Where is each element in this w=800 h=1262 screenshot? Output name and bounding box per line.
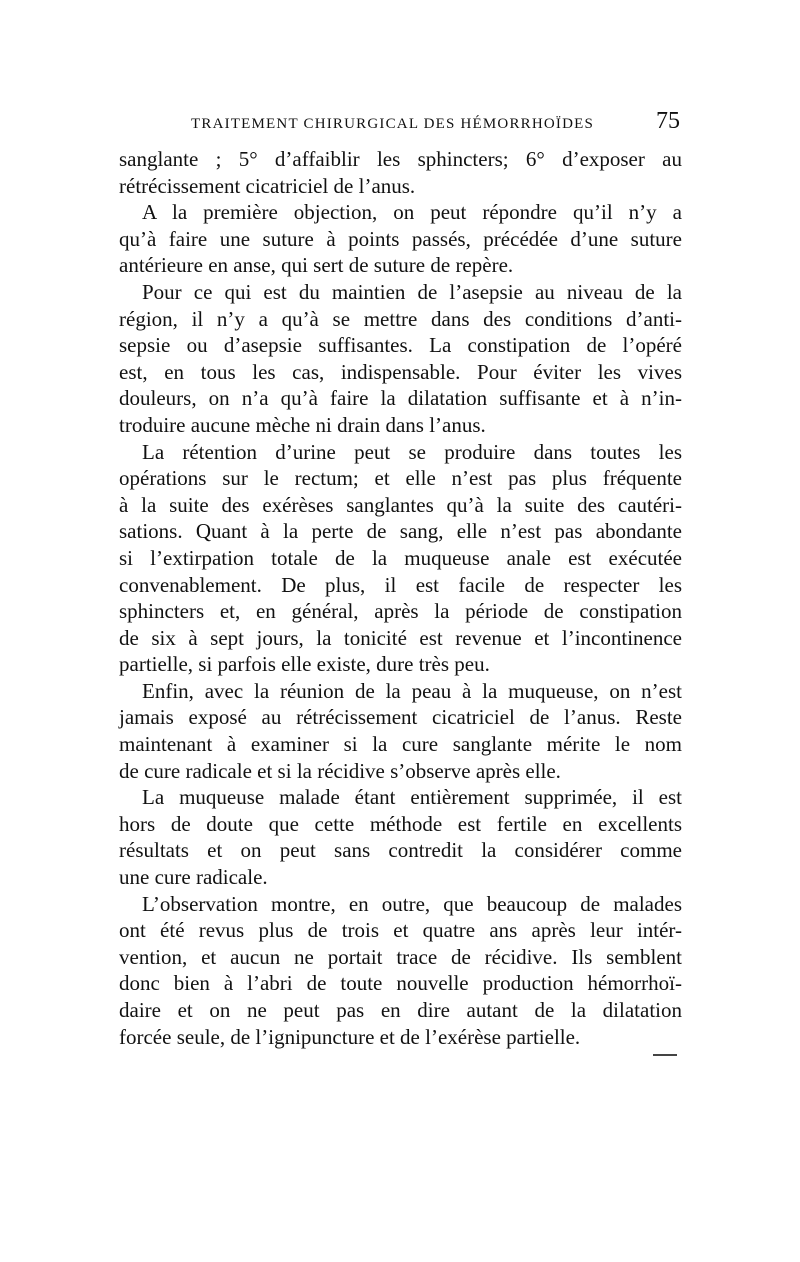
text-line: qu’à faire une suture à points passés, précédée d’une suture — [119, 226, 682, 251]
text-line: A la première objection, on peut répondre qu’il n’y a — [142, 200, 682, 225]
text-line: rétrécissement cicatriciel de l’anus. — [119, 173, 416, 198]
text-line: L’observation montre, en outre, que beaucoup de malades — [142, 891, 682, 916]
text-line: sanglante ; 5° d’affaiblir les sphincters; 6° d’exposer au — [119, 147, 682, 171]
end-mark — [653, 1054, 677, 1056]
page-number: 75 — [656, 108, 680, 134]
text-line: forcée seule, de l’ignipuncture et de l’exérèse partielle. — [119, 1024, 581, 1049]
text-line: jamais exposé au rétrécissement cicatriciel de l’anus. Reste — [119, 705, 682, 730]
text-line: antérieure en anse, qui sert de suture de repère. — [119, 253, 514, 278]
running-header — [119, 108, 682, 142]
text-line: Pour ce qui est du maintien de l’asepsie au niveau de la — [142, 279, 682, 304]
text-line: région, il n’y a qu’à se mettre dans des conditions d’anti- — [119, 306, 682, 331]
text-line: La muqueuse malade étant entièrement supprimée, il est — [142, 785, 682, 810]
text-line: si l’extirpation totale de la muqueuse anale est exécutée — [119, 545, 682, 570]
body-text — [119, 146, 682, 1050]
text-line: sations. Quant à la perte de sang, elle n’est pas abondante — [119, 519, 682, 544]
text-line: est, en tous les cas, indispensable. Pour éviter les vives — [119, 359, 682, 384]
text-line: résultats et on peut sans contredit la considérer comme — [119, 838, 682, 863]
text-line: ont été revus plus de trois et quatre ans après leur intér- — [119, 918, 682, 943]
text-line: douleurs, on n’a qu’à faire la dilatation suffisante et à n’in- — [119, 386, 682, 411]
text-line: à la suite des exérèses sanglantes qu’à la suite des cautéri- — [119, 492, 682, 517]
book-page — [119, 108, 682, 1050]
text-line: partielle, si parfois elle existe, dure très peu. — [119, 652, 490, 677]
text-line: troduire aucune mèche ni drain dans l’anus. — [119, 412, 486, 437]
text-line: donc bien à l’abri de toute nouvelle production hémorrhoï- — [119, 971, 682, 996]
text-line: hors de doute que cette méthode est fertile en excellents — [119, 811, 682, 836]
text-line: vention, et aucun ne portait trace de récidive. Ils semblent — [119, 944, 682, 969]
text-line: La rétention d’urine peut se produire dans toutes les — [142, 439, 682, 464]
text-line: maintenant à examiner si la cure sanglante mérite le nom — [119, 732, 682, 757]
text-line: opérations sur le rectum; et elle n’est pas plus fréquente — [119, 466, 682, 491]
text-line: sepsie ou d’asepsie suffisantes. La constipation de l’opéré — [119, 333, 682, 358]
text-line: de six à sept jours, la tonicité est revenue et l’incontinence — [119, 625, 682, 650]
text-line: convenablement. De plus, il est facile de respecter les — [119, 572, 682, 597]
text-line: daire et on ne peut pas en dire autant de la dilatation — [119, 998, 682, 1022]
text-line: Enfin, avec la réunion de la peau à la muqueuse, on n’est — [142, 678, 682, 703]
running-title: TRAITEMENT CHIRURGICAL DES HÉMORRHOÏDES — [191, 116, 595, 132]
text-line: sphincters et, en général, après la période de constipation — [119, 599, 682, 624]
text-line: une cure radicale. — [119, 865, 268, 890]
text-line: de cure radicale et si la récidive s’observe après elle. — [119, 758, 561, 783]
